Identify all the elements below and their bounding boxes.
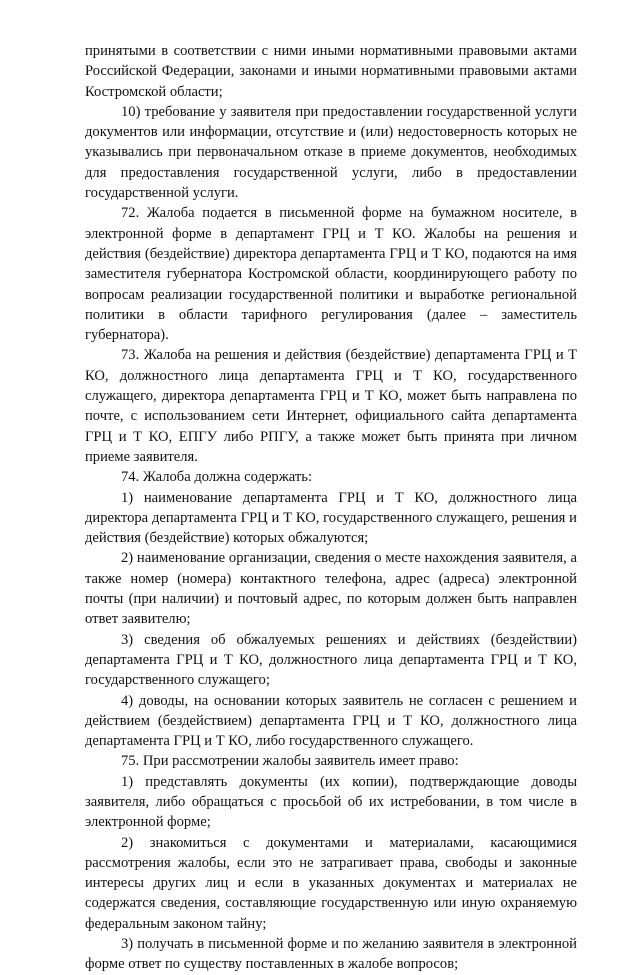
paragraph-continuation: принятыми в соответствии с ними иными нормативными правовыми актами Российской Федерации, законами и иными нормативными правовыми актами Костромской области; — [85, 43, 577, 100]
paragraph-75-item-2: 2) знакомиться с документами и материалами, касающимися рассмотрения жалобы, если это не затрагивает права, свободы и законные интересы других лиц и если в указанных документах и материалах не содержатся сведения, составляющие государственную или иную охраняемую федеральным законом тайну; — [85, 834, 577, 932]
paragraph-74-item-4: 4) доводы, на основании которых заявитель не согласен с решением и действием (бездействием) департамента ГРЦ и Т КО, должностного лица департамента ГРЦ и Т КО, либо государственного служащего. — [85, 692, 577, 750]
paragraph-item-10: 10) требование у заявителя при предоставлении государственной услуги документов или информации, отсутствие и (или) недостоверность которых не указывались при первоначальном отказе в приеме документов, необходимых для предоставления государственной услуги, либо в предоставлении государственной услуги. — [85, 103, 577, 202]
paragraph-74-item-2: 2) наименование организации, сведения о месте нахождения заявителя, а также номер (номера) контактного телефона, адрес (адреса) электронной почты (при наличии) и почтовый адрес, по которым должен быть направлен ответ заявителю; — [85, 550, 577, 628]
paragraph-75-item-3: 3) получать в письменной форме и по желанию заявителя в электронной форме ответ по существу поставленных в жалобе вопросов; — [85, 936, 577, 973]
document-page — [85, 41, 577, 975]
paragraph-74-item-3: 3) сведения об обжалуемых решениях и действиях (бездействии) департамента ГРЦ и Т КО, должностного лица департамента ГРЦ и Т КО, государственного служащего; — [85, 631, 577, 689]
paragraph-74: 74. Жалоба должна содержать: — [121, 469, 312, 486]
paragraph-74-item-1: 1) наименование департамента ГРЦ и Т КО, должностного лица директора департамента ГРЦ и Т КО, государственного служащего, решения и действия (бездействие) которых обжалуются; — [85, 489, 577, 547]
paragraph-72: 72. Жалоба подается в письменной форме на бумажном носителе, в электронной форме в департамент ГРЦ и Т КО. Жалобы на решения и действия (бездействие) директора департамента ГРЦ и Т КО, подаются на имя заместителя губернатора Костромской области, координирующего работу по вопросам реализации государственной политики и выработке региональной политики в области тарифного регулирования (далее – заместитель губернатора). — [85, 205, 577, 344]
paragraph-75: 75. При рассмотрении жалобы заявитель имеет право: — [121, 753, 459, 770]
paragraph-73: 73. Жалоба на решения и действия (бездействие) департамента ГРЦ и Т КО, должностного лица департамента ГРЦ и Т КО, государственного служащего, директора департамента ГРЦ и Т КО, может быть направлена по почте, с использованием сети Интернет, официального сайта департамента ГРЦ и Т КО, ЕПГУ либо РПГУ, а также может быть принята при личном приеме заявителя. — [85, 347, 577, 465]
paragraph-75-item-1: 1) представлять документы (их копии), подтверждающие доводы заявителя, либо обращаться с просьбой об их истребовании, в том числе в электронной форме; — [85, 773, 577, 831]
